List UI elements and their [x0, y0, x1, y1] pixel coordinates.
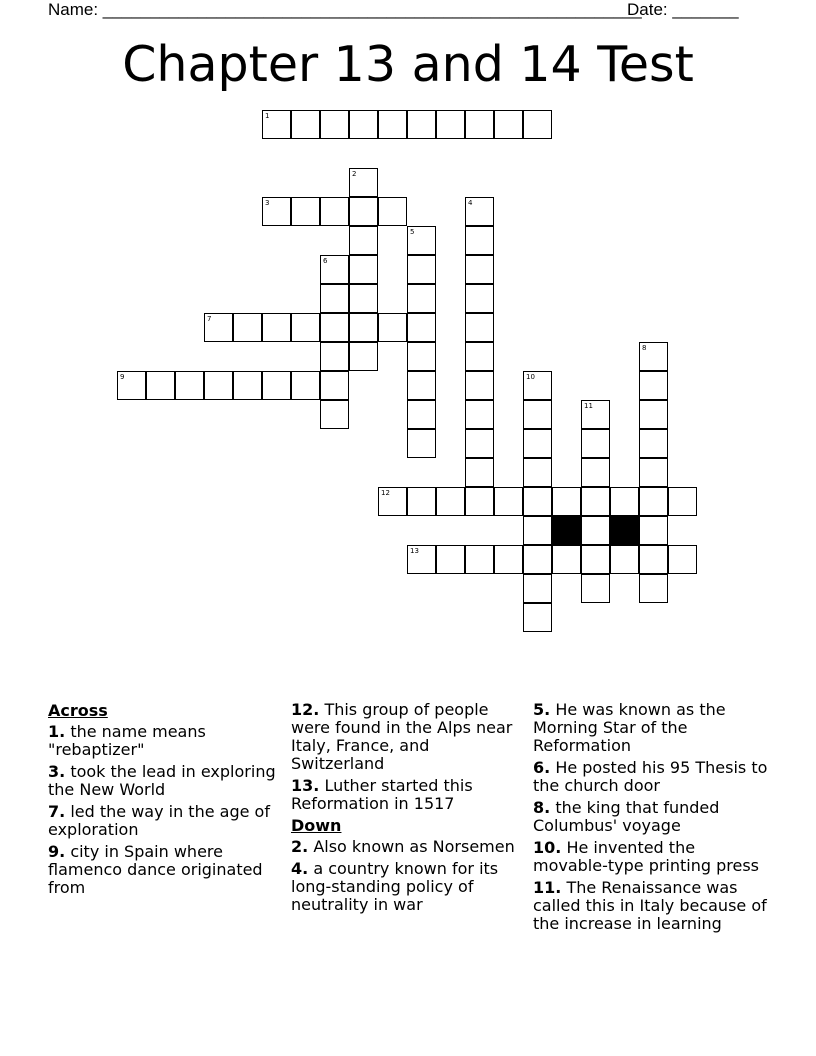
crossword-cell[interactable] [349, 313, 378, 342]
crossword-cell[interactable] [610, 545, 639, 574]
crossword-cell[interactable] [581, 429, 610, 458]
clue-text: The Renaissance was called this in Italy because of the increase in learning [533, 878, 767, 933]
clue-column-1 [48, 701, 284, 901]
crossword-cell[interactable] [523, 458, 552, 487]
across-heading: Across [48, 701, 108, 720]
crossword-cell[interactable] [320, 400, 349, 429]
crossword-cell[interactable] [465, 284, 494, 313]
date-field-label: Date: _______ [627, 0, 739, 19]
crossword-cell[interactable] [668, 487, 697, 516]
crossword-cell[interactable] [320, 284, 349, 313]
clue-text: He posted his 95 Thesis to the church door [533, 758, 768, 795]
cell-number: 6 [323, 257, 328, 265]
clue-down-4 [533, 799, 769, 835]
clue-number: 13. [291, 776, 320, 795]
clue-text: the king that funded Columbus' voyage [533, 798, 720, 835]
crossword-cell[interactable] [465, 197, 494, 226]
crossword-cell[interactable] [320, 342, 349, 371]
crossword-cell[interactable] [349, 342, 378, 371]
clue-number: 11. [533, 878, 562, 897]
clue-across-3 [48, 843, 284, 897]
clue-across-2 [48, 803, 284, 839]
clue-across-4 [291, 701, 527, 773]
crossword-block-cell [610, 516, 639, 545]
crossword-cell[interactable] [552, 545, 581, 574]
crossword-cell[interactable] [639, 574, 668, 603]
crossword-cell[interactable] [320, 371, 349, 400]
crossword-cell[interactable] [436, 545, 465, 574]
clue-text: the name means "rebaptizer" [48, 722, 206, 759]
crossword-cell[interactable] [320, 313, 349, 342]
crossword-cell[interactable] [262, 197, 291, 226]
crossword-cell[interactable] [320, 110, 349, 139]
crossword-cell[interactable] [494, 545, 523, 574]
crossword-cell[interactable] [523, 371, 552, 400]
crossword-cell[interactable] [668, 545, 697, 574]
crossword-cell[interactable] [349, 284, 378, 313]
crossword-cell[interactable] [581, 487, 610, 516]
clue-number: 8. [533, 798, 551, 817]
crossword-cell[interactable] [407, 371, 436, 400]
crossword-cell[interactable] [465, 487, 494, 516]
crossword-cell[interactable] [639, 458, 668, 487]
clue-down-1 [291, 860, 527, 914]
crossword-cell[interactable] [465, 255, 494, 284]
down-heading: Down [291, 816, 342, 835]
crossword-cell[interactable] [581, 574, 610, 603]
clue-down-6 [533, 879, 769, 933]
crossword-cell[interactable] [146, 371, 175, 400]
crossword-cell[interactable] [349, 110, 378, 139]
crossword-cell[interactable] [465, 429, 494, 458]
clue-number: 7. [48, 802, 66, 821]
crossword-cell[interactable] [407, 342, 436, 371]
crossword-cell[interactable] [407, 110, 436, 139]
clue-down-0 [291, 838, 527, 856]
cell-number: 12 [381, 489, 390, 497]
crossword-cell[interactable] [291, 197, 320, 226]
crossword-cell[interactable] [204, 313, 233, 342]
clue-number: 5. [533, 700, 551, 719]
clue-number: 6. [533, 758, 551, 777]
crossword-cell[interactable] [407, 284, 436, 313]
clue-column-3 [533, 701, 769, 937]
crossword-cell[interactable] [465, 545, 494, 574]
crossword-cell[interactable] [639, 400, 668, 429]
crossword-cell[interactable] [465, 400, 494, 429]
cell-number: 2 [352, 170, 357, 178]
crossword-cell[interactable] [349, 197, 378, 226]
clue-text: He invented the movable-type printing press [533, 838, 760, 875]
crossword-cell[interactable] [262, 371, 291, 400]
crossword-cell[interactable] [581, 516, 610, 545]
name-field-label: Name: _________________________________________________________ [48, 0, 642, 19]
crossword-cell[interactable] [639, 487, 668, 516]
clue-text: city in Spain where flamenco dance originated from [48, 842, 263, 897]
clue-across-5 [291, 777, 527, 813]
crossword-cell[interactable] [523, 545, 552, 574]
cell-number: 8 [642, 344, 647, 352]
clue-column-2 [291, 701, 527, 918]
clue-number: 1. [48, 722, 66, 741]
crossword-cell[interactable] [407, 226, 436, 255]
crossword-cell[interactable] [320, 255, 349, 284]
crossword-cell[interactable] [378, 110, 407, 139]
clue-text: He was known as the Morning Star of the Reformation [533, 700, 726, 755]
crossword-cell[interactable] [233, 313, 262, 342]
clue-text: This group of people were found in the Alps near Italy, France, and Switzerland [291, 700, 513, 773]
clue-text: took the lead in exploring the New World [48, 762, 276, 799]
clue-down-3 [533, 759, 769, 795]
crossword-cell[interactable] [465, 371, 494, 400]
clue-number: 4. [291, 859, 309, 878]
crossword-cell[interactable] [581, 400, 610, 429]
cell-number: 13 [410, 547, 419, 555]
crossword-cell[interactable] [175, 371, 204, 400]
crossword-cell[interactable] [639, 371, 668, 400]
crossword-cell[interactable] [378, 487, 407, 516]
crossword-cell[interactable] [639, 516, 668, 545]
crossword-cell[interactable] [349, 168, 378, 197]
clue-down-5 [533, 839, 769, 875]
crossword-cell[interactable] [204, 371, 233, 400]
crossword-cell[interactable] [262, 110, 291, 139]
crossword-cell[interactable] [523, 603, 552, 632]
clue-across-0 [48, 723, 284, 759]
cell-number: 1 [265, 112, 270, 120]
crossword-cell[interactable] [465, 313, 494, 342]
crossword-cell[interactable] [349, 255, 378, 284]
crossword-cell[interactable] [523, 110, 552, 139]
crossword-cell[interactable] [639, 429, 668, 458]
cell-number: 10 [526, 373, 535, 381]
crossword-cell[interactable] [291, 371, 320, 400]
clue-text: a country known for its long-standing policy of neutrality in war [291, 859, 499, 914]
clue-number: 3. [48, 762, 66, 781]
crossword-cell[interactable] [407, 313, 436, 342]
crossword-cell[interactable] [407, 255, 436, 284]
crossword-cell[interactable] [581, 545, 610, 574]
crossword-cell[interactable] [291, 110, 320, 139]
crossword-cell[interactable] [610, 487, 639, 516]
clue-number: 12. [291, 700, 320, 719]
cell-number: 4 [468, 199, 473, 207]
crossword-cell[interactable] [291, 313, 320, 342]
crossword-cell[interactable] [378, 197, 407, 226]
crossword-cell[interactable] [407, 545, 436, 574]
crossword-cell[interactable] [465, 342, 494, 371]
crossword-cell[interactable] [523, 487, 552, 516]
page-title: Chapter 13 and 14 Test [122, 36, 694, 93]
crossword-cell[interactable] [523, 429, 552, 458]
cell-number: 11 [584, 402, 593, 410]
crossword-cell[interactable] [581, 458, 610, 487]
crossword-cell[interactable] [233, 371, 262, 400]
crossword-cell[interactable] [465, 110, 494, 139]
crossword-cell[interactable] [436, 487, 465, 516]
cell-number: 3 [265, 199, 270, 207]
clue-down-2 [533, 701, 769, 755]
crossword-cell[interactable] [494, 487, 523, 516]
crossword-cell[interactable] [639, 545, 668, 574]
clue-text: Luther started this Reformation in 1517 [291, 776, 473, 813]
clue-number: 2. [291, 837, 309, 856]
crossword-cell[interactable] [552, 487, 581, 516]
cell-number: 7 [207, 315, 212, 323]
crossword-cell[interactable] [494, 110, 523, 139]
crossword-cell[interactable] [407, 400, 436, 429]
crossword-cell[interactable] [523, 400, 552, 429]
crossword-cell[interactable] [378, 313, 407, 342]
crossword-cell[interactable] [639, 342, 668, 371]
crossword-cell[interactable] [523, 574, 552, 603]
crossword-cell[interactable] [436, 110, 465, 139]
clue-text: led the way in the age of exploration [48, 802, 270, 839]
clue-text: Also known as Norsemen [313, 837, 515, 856]
crossword-cell[interactable] [349, 226, 378, 255]
cell-number: 5 [410, 228, 415, 236]
clue-number: 10. [533, 838, 562, 857]
crossword-cell[interactable] [523, 516, 552, 545]
crossword-block-cell [552, 516, 581, 545]
clue-across-1 [48, 763, 284, 799]
crossword-cell[interactable] [262, 313, 291, 342]
crossword-cell[interactable] [407, 429, 436, 458]
crossword-cell[interactable] [465, 458, 494, 487]
crossword-cell[interactable] [465, 226, 494, 255]
crossword-cell[interactable] [117, 371, 146, 400]
cell-number: 9 [120, 373, 125, 381]
clue-number: 9. [48, 842, 66, 861]
crossword-cell[interactable] [320, 197, 349, 226]
crossword-cell[interactable] [407, 487, 436, 516]
